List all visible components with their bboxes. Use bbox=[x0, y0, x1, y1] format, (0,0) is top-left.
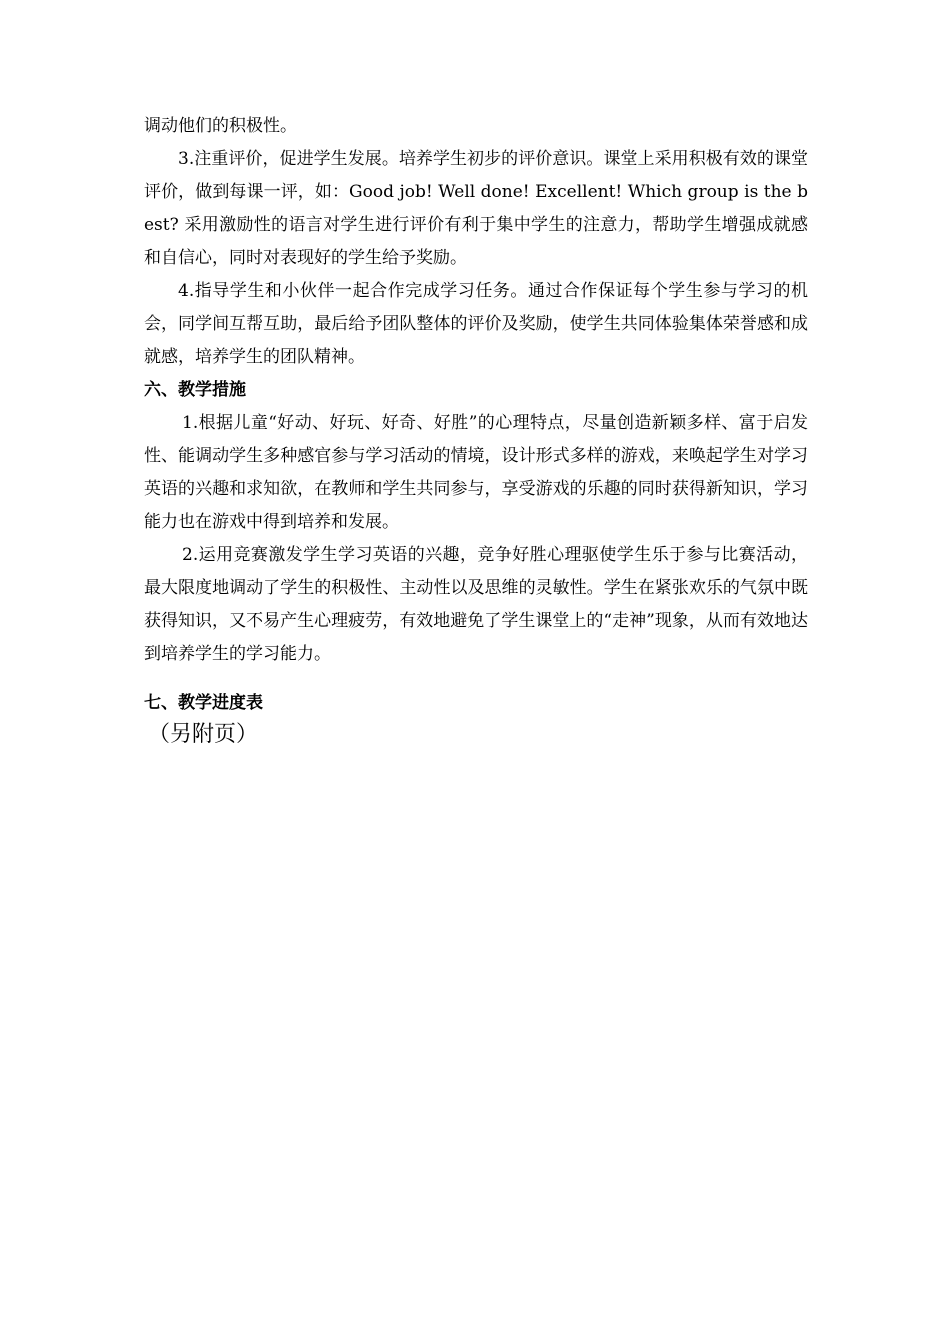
attachment-note: （另附页） bbox=[148, 722, 259, 747]
document-body bbox=[144, 110, 808, 750]
continuation-paragraph: 调动他们的积极性。 bbox=[144, 116, 297, 136]
measure-paragraph-2: 2.运用竞赛激发学生学习英语的兴趣，竞争好胜心理驱使学生乐于参与比赛活动，最大限度地调动了学生的积极性、主动性以及思维的灵敏性。学生在紧张欢乐的气氛中既获得知识，又不易产生心理疲劳，有效地避免了学生课堂上的“走神”现象，从而有效地达到培养学生的学习能力。 bbox=[144, 545, 808, 664]
measure-paragraph-1: 1.根据儿童“好动、好玩、好奇、好胜”的心理特点，尽量创造新颖多样、富于启发性、能调动学生多种感官参与学习活动的情境，设计形式多样的游戏，来唤起学生对学习英语的兴趣和求知欲，在教师和学生共同参与，享受游戏的乐趣的同时获得新知识，学习能力也在游戏中得到培养和发展。 bbox=[144, 413, 808, 532]
section6-heading: 六、教学措施 bbox=[144, 380, 246, 400]
cooperation-paragraph: 4.指导学生和小伙伴一起合作完成学习任务。通过合作保证每个学生参与学习的机会，同学间互帮互助，最后给予团队整体的评价及奖励，使学生共同体验集体荣誉感和成就感，培养学生的团队精神。 bbox=[144, 281, 808, 367]
section7-heading: 七、教学进度表 bbox=[144, 693, 263, 713]
evaluation-paragraph: 3.注重评价，促进学生发展。培养学生初步的评价意识。课堂上采用积极有效的课堂评价，做到每课一评，如：Good job! Well done! Excellent! Which group is the best? 采用激励性的语言对学生进行评价有利于集中学生的注意力，帮助学生增强成就感和自信心，同时对表现好的学生给予奖励。 bbox=[144, 149, 808, 268]
